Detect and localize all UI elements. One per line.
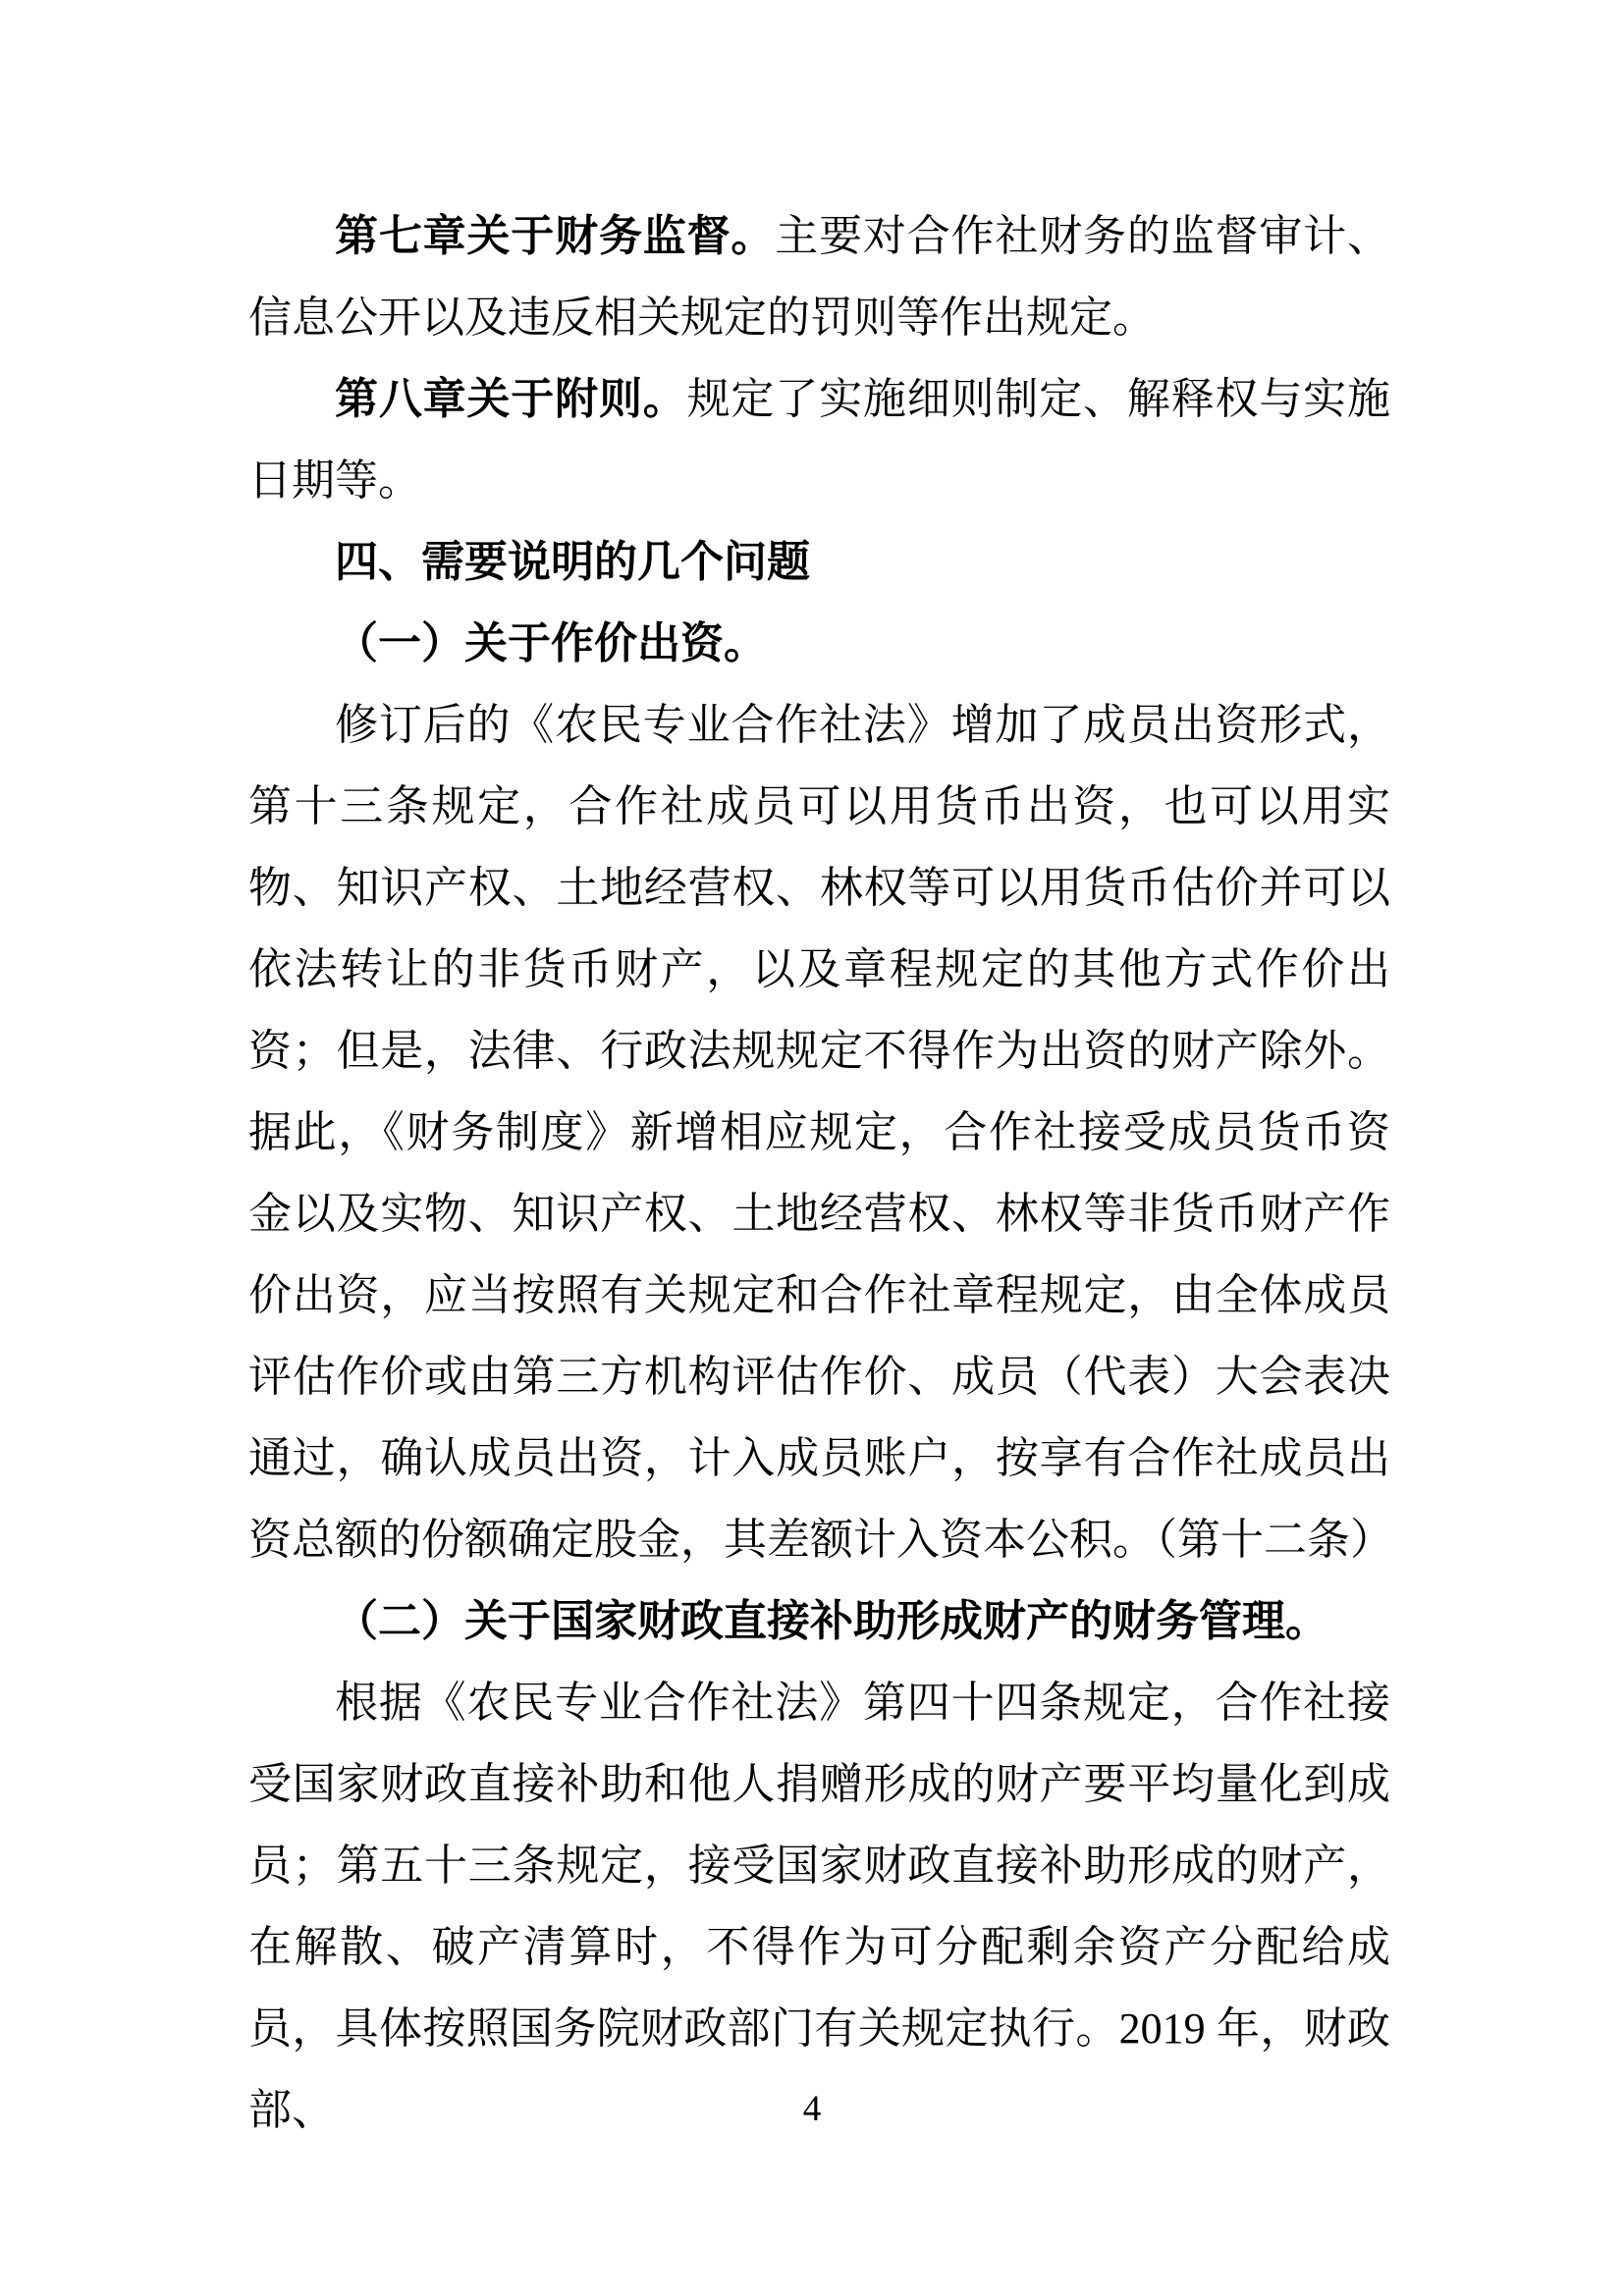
- text-run-bold: 第八章关于附则。: [335, 375, 687, 423]
- text-run-bold: （二）关于国家财政直接补助形成财产的财务管理。: [335, 1597, 1328, 1645]
- text-run-bold: 第七章关于财务监督。: [335, 212, 776, 260]
- para-chapter-seven: [248, 195, 1390, 358]
- heading-item-one: [248, 603, 1390, 684]
- text-run: 修订后的《农民专业合作社法》增加了成员出资形式，第十三条规定，合作社成员可以用货币出资，也可以用实物、知识产权、土地经营权、林权等可以用货币估价并可以依法转让的非货币财产，以及章程规定的其他方式作价出资；但是，法律、行政法规规定不得作为出资的财产除外。据此，《财务制度》新增相应规定，合作社接受成员货币资金以及实物、知识产权、土地经营权、林权等非货币财产作价出资，应当按照有关规定和合作社章程规定，由全体成员评估作价或由第三方机构评估作价、成员（代表）大会表决通过，确认成员出资，计入成员账户，按享有合作社成员出资总额的份额确定股金，其差额计入资本公积。（第十二条）: [248, 701, 1393, 1564]
- document-body: [248, 195, 1393, 2151]
- text-run-bold: 四、需要说明的几个问题: [335, 538, 810, 586]
- text-run: 主要对合作社财务的监督审计、信息公开以及违反相关规定的罚则等作出规定。: [248, 212, 1391, 342]
- para-chapter-eight: [248, 358, 1390, 521]
- text-run: 根据《农民专业合作社法》第四十四条规定，合作社接受国家财政直接补助和他人捐赠形成的财产要平均量化到成员；第五十三条规定，接受国家财政直接补助形成的财产，在解散、破产清算时，不得作为可分配剩余资产分配给成员，具体按照国务院财政部门有关规定执行。2019 年，财政部、: [248, 1679, 1390, 2134]
- para-item-two-body: [248, 1662, 1390, 2151]
- page-number: 4: [802, 2089, 822, 2129]
- text-run: 规定了实施细则制定、解释权与实施日期等。: [248, 375, 1390, 505]
- heading-item-two: [248, 1580, 1390, 1662]
- para-item-one-body: [248, 684, 1393, 1580]
- text-run-bold: （一）关于作价出资。: [335, 619, 767, 667]
- heading-section-four: [248, 521, 1390, 603]
